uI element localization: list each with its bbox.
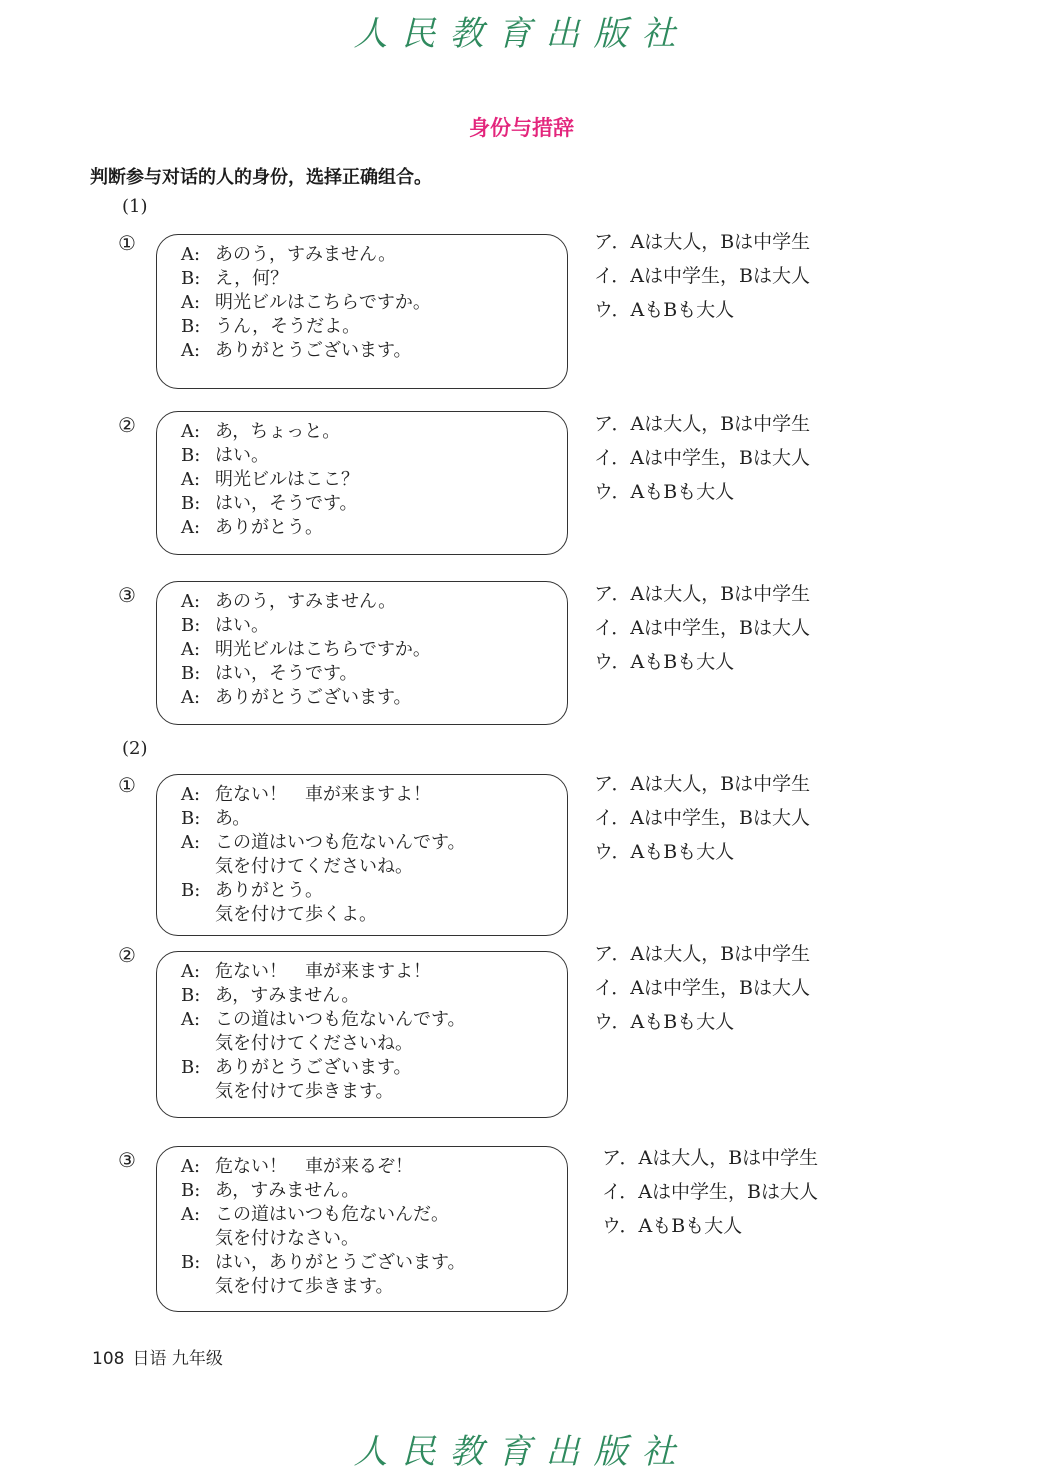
answer-options [594,407,810,509]
utterance: ありがとうございます。 [215,687,412,708]
book-title: 日语 九年级 [132,1349,223,1369]
option-i: イ．Aは中学生，Bは大人 [594,265,810,287]
utterance: 危ない！ 車が来ますよ！ [215,961,431,982]
speaker: B: [181,493,201,514]
utterance: あ，すみません。 [215,985,360,1006]
dialogue-line [181,855,567,879]
dialogue-line [181,339,567,363]
utterance: ありがとうございます。 [215,340,412,361]
dialogue-line [181,1155,567,1179]
utterance: はい，ありがとうございます。 [215,1252,466,1273]
dialogue-line [181,1227,567,1251]
speaker: B: [181,445,201,466]
option-u: ウ．AもBも大人 [594,651,735,673]
utterance: はい，そうです。 [215,493,358,514]
dialogue-line [181,590,567,614]
dialogue-line [181,1203,567,1227]
dialogue-line [181,1008,567,1032]
utterance: 危ない！ 車が来ますよ！ [215,784,431,805]
speaker: A: [181,469,201,490]
speaker: A: [181,421,201,442]
utterance: 気を付けて歩くよ。 [215,904,377,925]
question-number: ① [118,231,136,255]
utterance: 明光ビルはここ？ [215,469,359,490]
answer-options [594,577,810,679]
dialogue-box [156,1146,568,1312]
option-i: イ．Aは中学生，Bは大人 [594,617,810,639]
dialogue-line [181,1275,567,1299]
dialogue-line [181,243,567,267]
speaker: A: [181,687,201,708]
speaker: B: [181,316,201,337]
speaker: B: [181,1180,201,1201]
utterance: 危ない！ 車が来るぞ！ [215,1156,413,1177]
speaker: B: [181,663,201,684]
answer-options [594,937,810,1039]
utterance: あ，ちょっと。 [215,421,341,442]
dialogue-line [181,291,567,315]
dialogue-line [181,1080,567,1104]
utterance: 気を付けてくださいね。 [215,1033,413,1054]
option-i: イ．Aは中学生，Bは大人 [602,1181,818,1203]
publisher-logo-bottom: 人民教育出版社 [353,1432,690,1472]
dialogue-line [181,1251,567,1275]
dialogue-line [181,492,567,516]
option-u: ウ．AもBも大人 [594,481,735,503]
option-u: ウ．AもBも大人 [594,299,735,321]
question-number: ③ [118,583,136,607]
dialogue-line [181,1032,567,1056]
dialogue-line [181,315,567,339]
option-u: ウ．AもBも大人 [594,1011,735,1033]
instruction: 判断参与对话的人的身份，选择正确组合。 [90,167,432,188]
speaker: A: [181,784,201,805]
dialogue-line [181,662,567,686]
speaker: B: [181,268,201,289]
dialogue-line [181,516,567,540]
speaker: A: [181,244,201,265]
option-a: ア．Aは大人，Bは中学生 [594,413,811,435]
utterance: 気を付けて歩きます。 [215,1081,394,1102]
dialogue-line [181,444,567,468]
utterance: ありがとう。 [215,517,323,538]
question-number: ② [118,943,136,967]
dialogue-line [181,267,567,291]
dialogue-line [181,686,567,710]
question-number: ② [118,413,136,437]
speaker: A: [181,832,201,853]
question-number: ① [118,773,136,797]
answer-options [594,225,810,327]
dialogue-line [181,879,567,903]
dialogue-line [181,903,567,927]
option-u: ウ．AもBも大人 [602,1215,743,1237]
dialogue-line [181,960,567,984]
dialogue-box [156,234,568,389]
speaker: A: [181,1009,201,1030]
answer-options [594,767,810,869]
option-a: ア．Aは大人，Bは中学生 [594,583,811,605]
utterance: ありがとう。 [215,880,323,901]
utterance: 明光ビルはこちらですか。 [215,639,431,660]
option-i: イ．Aは中学生，Bは大人 [594,977,810,999]
utterance: 気を付けて歩きます。 [215,1276,394,1297]
page-footer [92,1344,231,1369]
speaker: A: [181,1156,201,1177]
option-i: イ．Aは中学生，Bは大人 [594,807,810,829]
utterance: はい，そうです。 [215,663,358,684]
page-number: 108 [92,1349,125,1369]
section-label: (1) [122,196,148,217]
question-number: ③ [118,1148,136,1172]
dialogue-box [156,951,568,1118]
utterance: この道はいつも危ないんです。 [215,1009,466,1030]
dialogue-line [181,1179,567,1203]
option-a: ア．Aは大人，Bは中学生 [602,1147,819,1169]
speaker: B: [181,1252,201,1273]
utterance: うん，そうだよ。 [215,316,361,337]
option-i: イ．Aは中学生，Bは大人 [594,447,810,469]
dialogue-line [181,1056,567,1080]
dialogue-box [156,774,568,936]
dialogue-line [181,420,567,444]
utterance: 気を付けなさい。 [215,1228,359,1249]
option-a: ア．Aは大人，Bは中学生 [594,773,811,795]
dialogue-line [181,614,567,638]
page-title: 身份与措辞 [469,116,574,140]
utterance: 気を付けてくださいね。 [215,856,413,877]
publisher-logo-top: 人民教育出版社 [353,14,690,54]
speaker: B: [181,985,201,1006]
dialogue-box [156,581,568,725]
utterance: 明光ビルはこちらですか。 [215,292,431,313]
speaker: B: [181,615,201,636]
speaker: B: [181,808,201,829]
speaker: A: [181,1204,201,1225]
speaker: B: [181,880,201,901]
dialogue-line [181,807,567,831]
option-a: ア．Aは大人，Bは中学生 [594,943,811,965]
speaker: A: [181,517,201,538]
speaker: B: [181,1057,201,1078]
utterance: あ。 [215,808,251,829]
dialogue-line [181,468,567,492]
speaker: A: [181,961,201,982]
utterance: この道はいつも危ないんだ。 [215,1204,449,1225]
utterance: あのう，すみません。 [215,591,397,612]
utterance: あ，すみません。 [215,1180,360,1201]
utterance: あのう，すみません。 [215,244,397,265]
dialogue-box [156,411,568,555]
utterance: はい。 [215,445,269,466]
speaker: A: [181,340,201,361]
utterance: ありがとうございます。 [215,1057,412,1078]
option-a: ア．Aは大人，Bは中学生 [594,231,811,253]
dialogue-line [181,783,567,807]
answer-options [602,1141,818,1243]
speaker: A: [181,292,201,313]
utterance: この道はいつも危ないんです。 [215,832,466,853]
dialogue-line [181,831,567,855]
utterance: はい。 [215,615,269,636]
utterance: え，何？ [215,268,289,289]
option-u: ウ．AもBも大人 [594,841,735,863]
dialogue-line [181,638,567,662]
dialogue-line [181,984,567,1008]
section-label: (2) [122,738,148,759]
speaker: A: [181,591,201,612]
speaker: A: [181,639,201,660]
